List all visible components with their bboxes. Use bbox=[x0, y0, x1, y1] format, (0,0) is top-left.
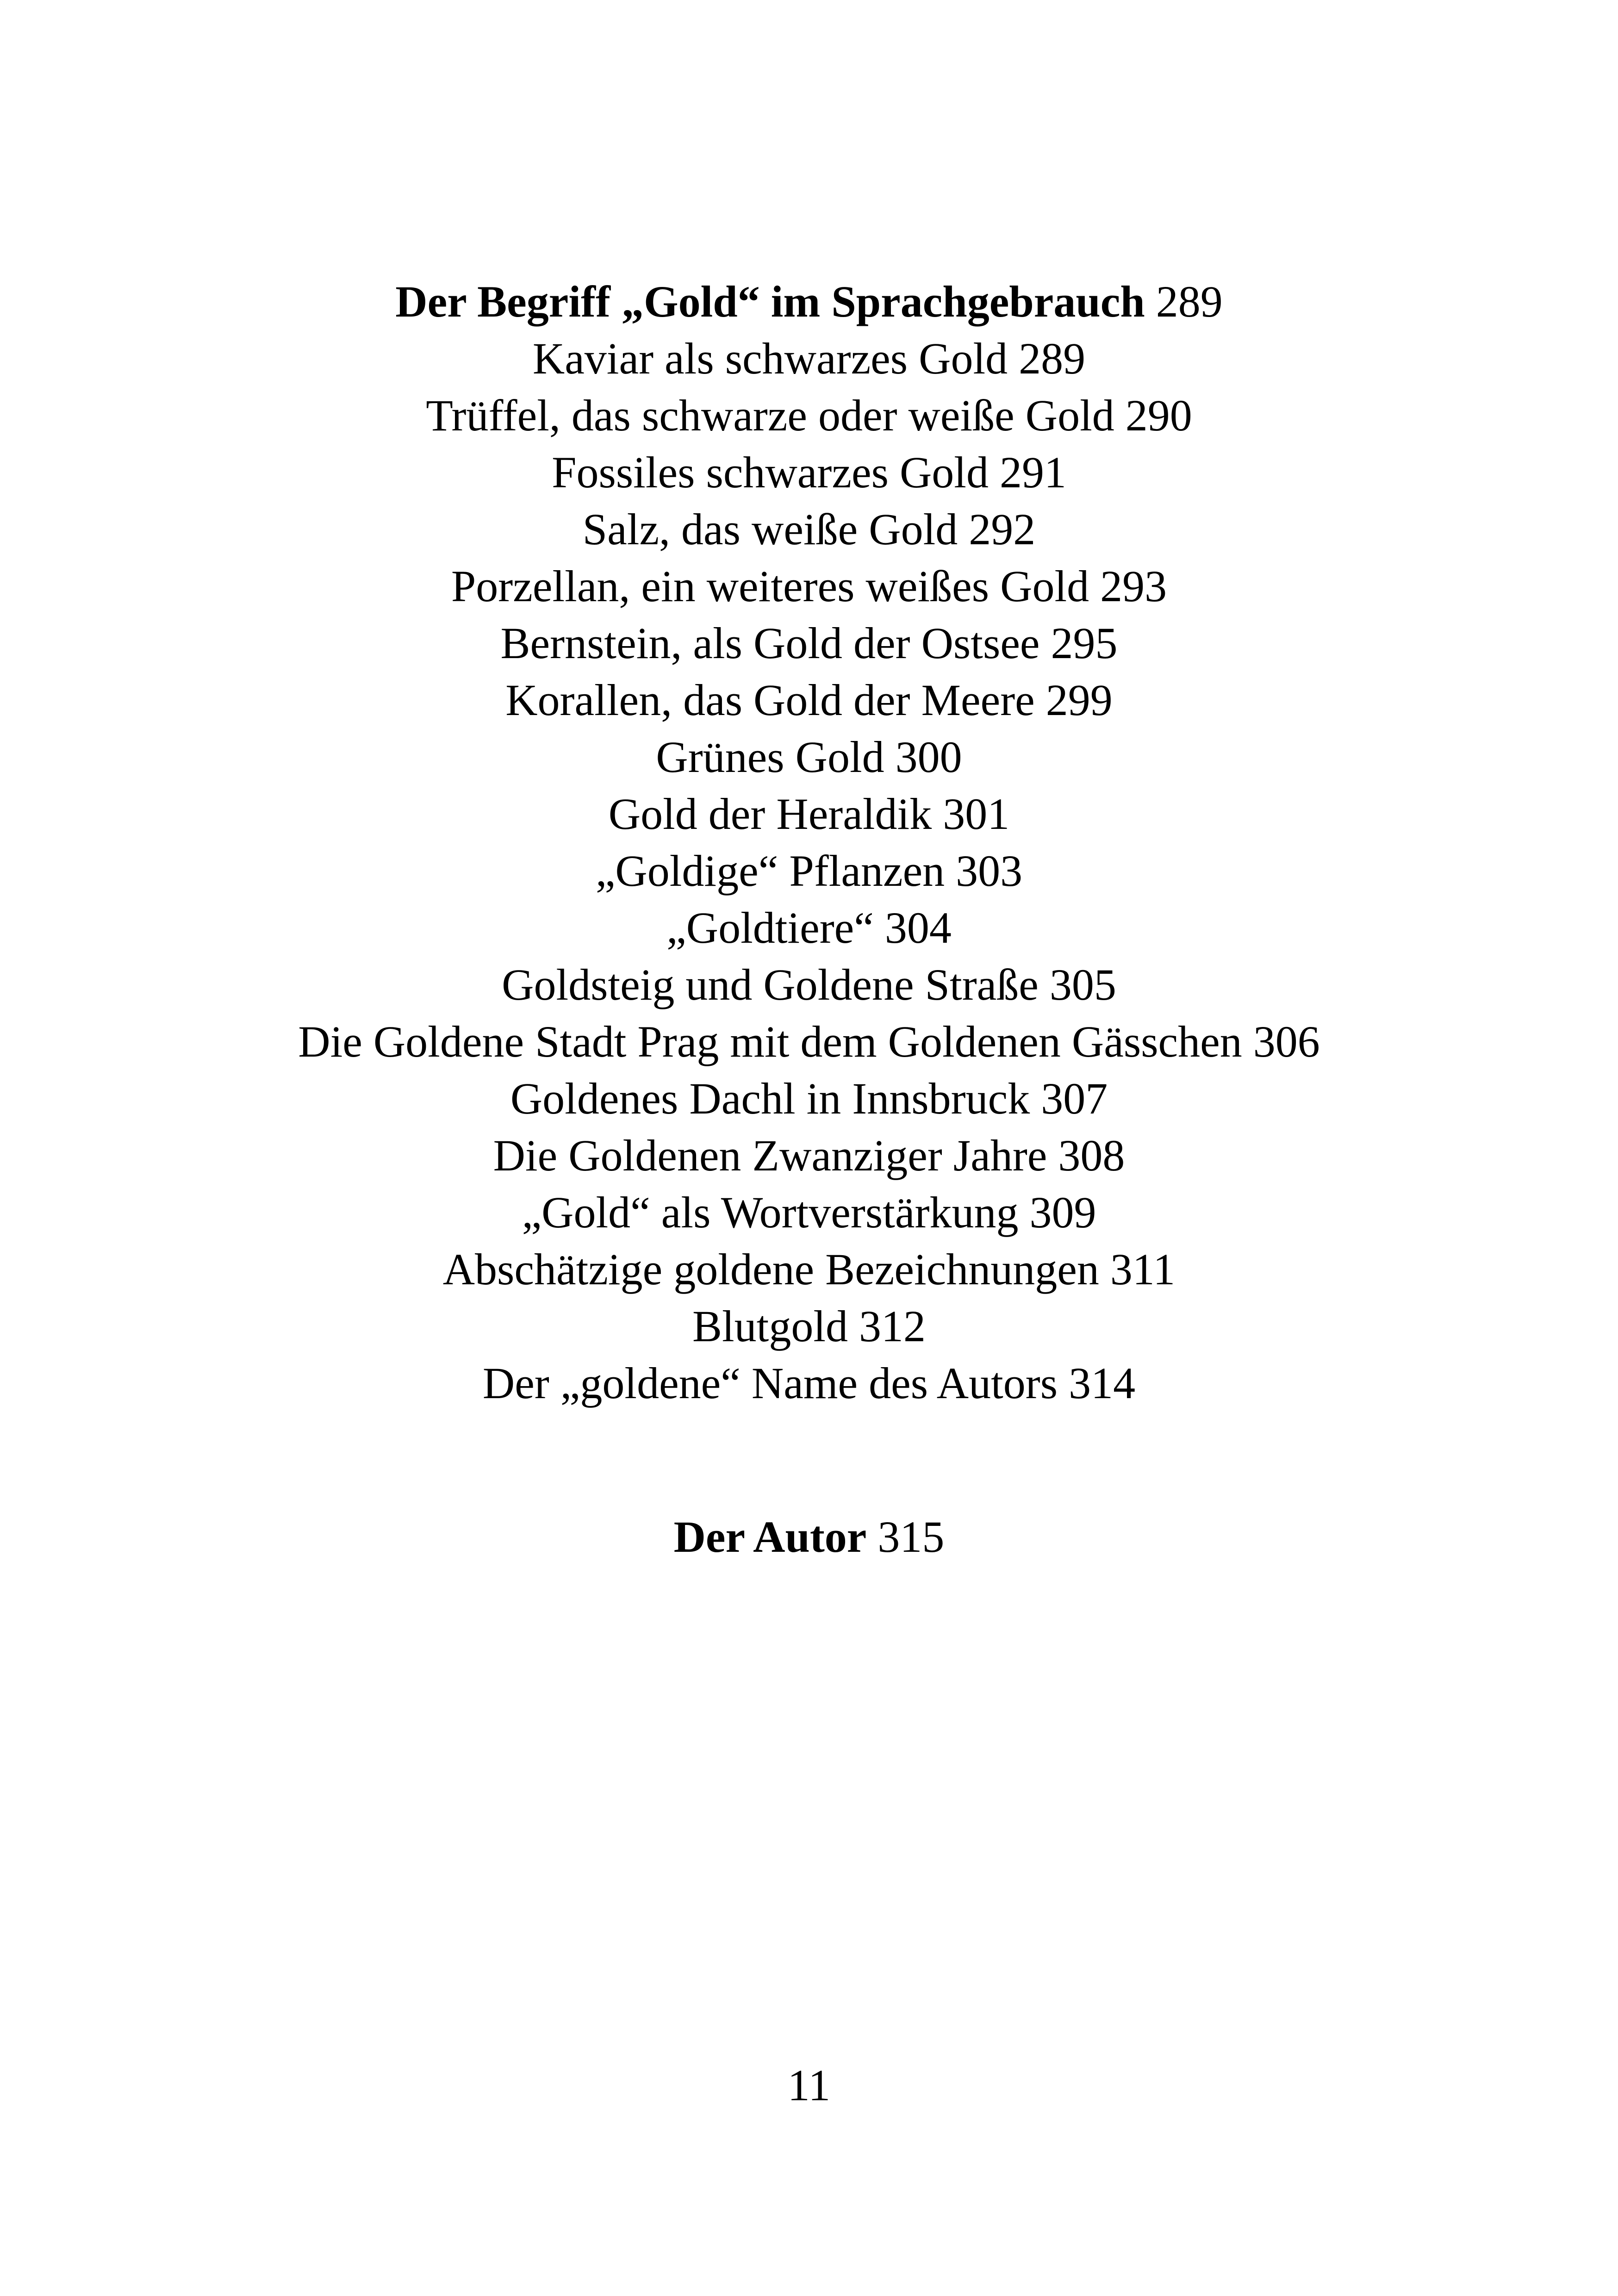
toc-entry bbox=[0, 785, 1618, 842]
toc-entry bbox=[0, 1241, 1618, 1298]
toc-entry bbox=[0, 728, 1618, 785]
toc-entry bbox=[0, 956, 1618, 1013]
toc-entry bbox=[0, 672, 1618, 728]
toc-entry-page: 304 bbox=[884, 903, 952, 952]
section-spacer bbox=[0, 1412, 1618, 1508]
toc-entry-page: 291 bbox=[999, 448, 1066, 497]
toc-heading-title: Der Autor bbox=[673, 1512, 867, 1562]
toc-entry bbox=[0, 1127, 1618, 1184]
toc-entry bbox=[0, 842, 1618, 899]
toc-entry-title: Salz, das weiße Gold bbox=[582, 504, 958, 554]
toc-entry-title: Fossiles schwarzes Gold bbox=[552, 448, 989, 497]
toc-entry bbox=[0, 1355, 1618, 1412]
toc-entry bbox=[0, 1298, 1618, 1355]
toc-entry bbox=[0, 558, 1618, 615]
toc-entry-title: Porzellan, ein weiteres weißes Gold bbox=[451, 561, 1089, 611]
toc-entry-title: „Goldige“ Pflanzen bbox=[595, 846, 945, 896]
toc-entry-page: 308 bbox=[1058, 1131, 1125, 1180]
toc-heading-autor bbox=[0, 1508, 1618, 1565]
toc-entry-page: 307 bbox=[1041, 1074, 1108, 1123]
toc-entry-page: 295 bbox=[1051, 618, 1118, 668]
toc-entry-title: Goldsteig und Goldene Straße bbox=[502, 960, 1039, 1009]
toc-heading-page: 289 bbox=[1156, 277, 1223, 326]
toc-entry bbox=[0, 1013, 1618, 1070]
toc-entry-title: Goldenes Dachl in Innsbruck bbox=[510, 1074, 1030, 1123]
toc-entry-page: 300 bbox=[895, 732, 962, 782]
toc-entry-title: Grünes Gold bbox=[656, 732, 884, 782]
toc-heading-sprachgebrauch bbox=[0, 273, 1618, 330]
toc-entry-title: Kaviar als schwarzes Gold bbox=[532, 334, 1008, 383]
toc-entry-title: Korallen, das Gold der Meere bbox=[505, 675, 1035, 725]
toc-entry bbox=[0, 1070, 1618, 1127]
toc-entry bbox=[0, 444, 1618, 501]
toc-entry-title: Die Goldenen Zwanziger Jahre bbox=[493, 1131, 1047, 1180]
toc-entry bbox=[0, 899, 1618, 956]
toc-entry-page: 290 bbox=[1125, 391, 1192, 440]
table-of-contents bbox=[0, 273, 1618, 1565]
toc-heading-title: Der Begriff „Gold“ im Sprachgebrauch bbox=[395, 277, 1145, 326]
toc-entry bbox=[0, 1184, 1618, 1241]
toc-entry-page: 305 bbox=[1049, 960, 1116, 1009]
toc-entry-title: Bernstein, als Gold der Ostsee bbox=[500, 618, 1040, 668]
toc-entry-page: 314 bbox=[1069, 1358, 1136, 1408]
toc-entry-page: 299 bbox=[1045, 675, 1113, 725]
toc-entry-page: 303 bbox=[956, 846, 1023, 896]
page-number: 11 bbox=[787, 2060, 831, 2110]
toc-entry-title: Abschätzige goldene Bezeichnungen bbox=[442, 1244, 1099, 1294]
toc-entry-page: 311 bbox=[1110, 1244, 1176, 1294]
toc-entry-page: 292 bbox=[969, 504, 1036, 554]
toc-entry bbox=[0, 330, 1618, 387]
toc-entry-title: „Gold“ als Wortverstärkung bbox=[522, 1188, 1019, 1237]
toc-entry-title: Gold der Heraldik bbox=[608, 789, 932, 839]
toc-entry-page: 293 bbox=[1100, 561, 1167, 611]
toc-entry bbox=[0, 387, 1618, 444]
toc-entry-page: 312 bbox=[859, 1301, 926, 1351]
toc-heading-page: 315 bbox=[877, 1512, 945, 1562]
toc-entry-title: Blutgold bbox=[692, 1301, 848, 1351]
toc-entry bbox=[0, 615, 1618, 672]
toc-entry-page: 301 bbox=[943, 789, 1010, 839]
toc-entry-title: „Goldtiere“ bbox=[666, 903, 874, 952]
toc-entry-page: 309 bbox=[1029, 1188, 1096, 1237]
toc-entry-page: 289 bbox=[1019, 334, 1086, 383]
toc-entry bbox=[0, 501, 1618, 558]
toc-entry-page: 306 bbox=[1253, 1017, 1320, 1066]
toc-entry-title: Trüffel, das schwarze oder weiße Gold bbox=[426, 391, 1114, 440]
toc-entry-title: Der „goldene“ Name des Autors bbox=[482, 1358, 1058, 1408]
toc-entry-title: Die Goldene Stadt Prag mit dem Goldenen Gässchen bbox=[298, 1017, 1242, 1066]
